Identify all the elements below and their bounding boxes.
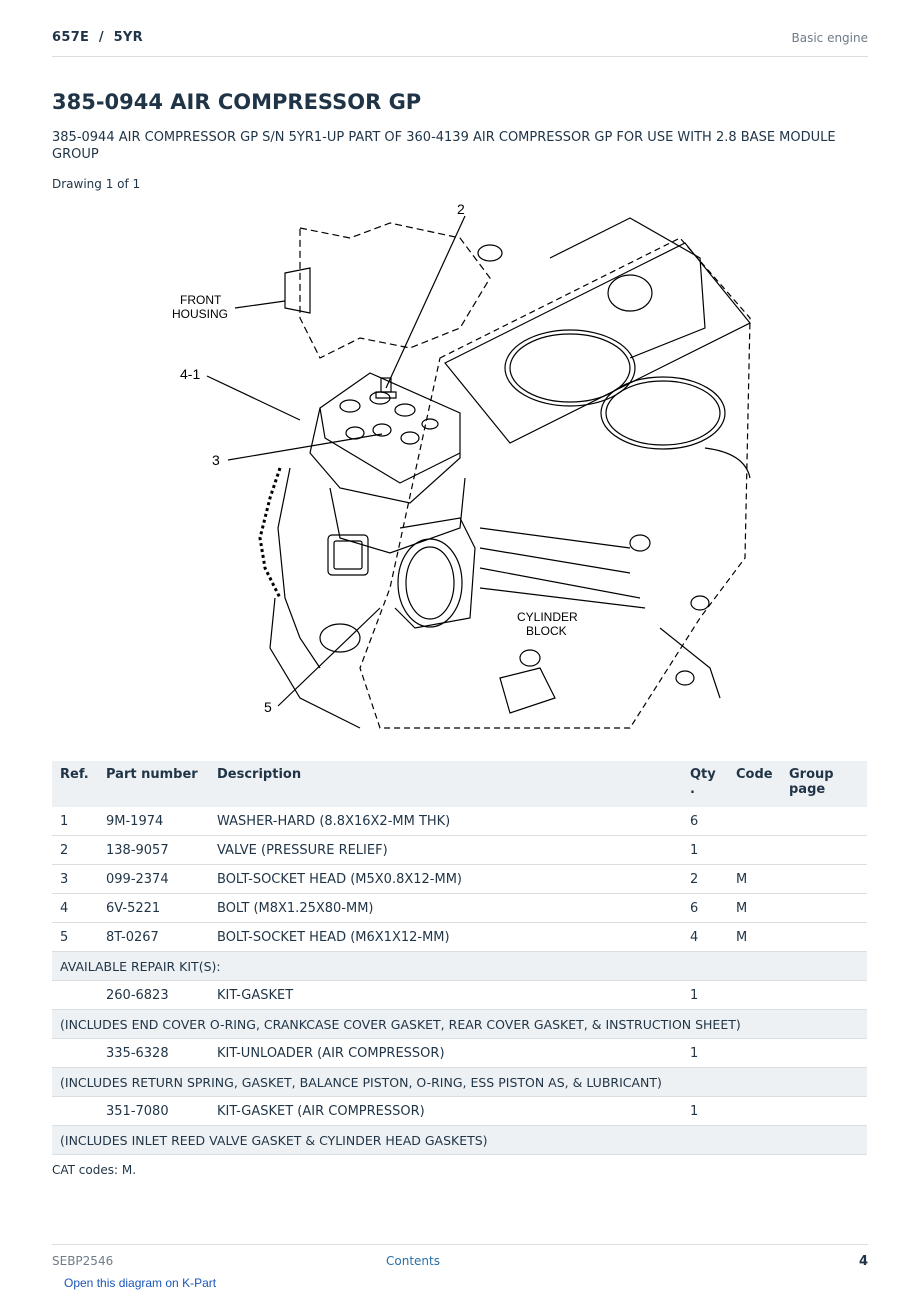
part-number-cell: 260-6823 xyxy=(98,981,209,1010)
group-page-cell xyxy=(781,894,867,923)
code-cell xyxy=(728,836,781,865)
cat-codes: CAT codes: M. xyxy=(52,1163,137,1177)
cylinder-block-label-2: BLOCK xyxy=(526,624,567,638)
table-row xyxy=(52,865,867,894)
description-cell: KIT-UNLOADER (AIR COMPRESSOR) xyxy=(209,1039,682,1068)
description-cell: KIT-GASKET (AIR COMPRESSOR) xyxy=(209,1097,682,1126)
col-description: Description xyxy=(209,761,682,807)
group-page-cell xyxy=(781,807,867,836)
ref-cell: 2 xyxy=(52,836,98,865)
page-header xyxy=(52,28,868,57)
section-name: Basic engine xyxy=(791,31,868,45)
qty-cell: 1 xyxy=(682,981,728,1010)
kit-row xyxy=(52,981,867,1010)
page-footer xyxy=(52,1244,868,1275)
part-number-cell: 351-7080 xyxy=(98,1097,209,1126)
table-row xyxy=(52,894,867,923)
table-row xyxy=(52,836,867,865)
model-serial: 657E / 5YR xyxy=(52,30,143,45)
col-code: Code xyxy=(728,761,781,807)
col-ref: Ref. xyxy=(52,761,98,807)
part-number-cell: 9M-1974 xyxy=(98,807,209,836)
description-cell: BOLT (M8X1.25X80-MM) xyxy=(209,894,682,923)
group-page-cell xyxy=(781,923,867,952)
callout-5: 5 xyxy=(264,699,272,715)
ref-cell: 3 xyxy=(52,865,98,894)
qty-cell: 6 xyxy=(682,807,728,836)
table-row xyxy=(52,923,867,952)
kits-heading-row xyxy=(52,952,867,981)
ref-cell: 1 xyxy=(52,807,98,836)
kit-note-row xyxy=(52,1126,867,1155)
col-group-page: Group page xyxy=(781,761,867,807)
qty-cell: 2 xyxy=(682,865,728,894)
ref-cell: 4 xyxy=(52,894,98,923)
table-row xyxy=(52,807,867,836)
table-header-row xyxy=(52,761,867,807)
cylinder-block-label: CYLINDER xyxy=(517,610,578,624)
kit-note: (INCLUDES INLET REED VALVE GASKET & CYLINDER HEAD GASKETS) xyxy=(52,1126,867,1155)
description-cell: BOLT-SOCKET HEAD (M6X1X12-MM) xyxy=(209,923,682,952)
page-number: 4 xyxy=(858,1254,868,1269)
col-part-number: Part number xyxy=(98,761,209,807)
document-id: SEBP2546 xyxy=(52,1254,114,1268)
description-cell: VALVE (PRESSURE RELIEF) xyxy=(209,836,682,865)
callout-3: 3 xyxy=(212,452,220,468)
code-cell: M xyxy=(728,865,781,894)
page-title: 385-0944 AIR COMPRESSOR GP xyxy=(52,90,422,114)
front-housing-label: FRONT xyxy=(180,293,222,307)
code-cell xyxy=(728,807,781,836)
part-number-cell: 138-9057 xyxy=(98,836,209,865)
qty-cell: 6 xyxy=(682,894,728,923)
part-number-cell: 335-6328 xyxy=(98,1039,209,1068)
description-cell: BOLT-SOCKET HEAD (M5X0.8X12-MM) xyxy=(209,865,682,894)
open-on-kpart-link[interactable]: Open this diagram on K-Part xyxy=(64,1276,217,1290)
description-cell: WASHER-HARD (8.8X16X2-MM THK) xyxy=(209,807,682,836)
front-housing-label-2: HOUSING xyxy=(172,307,229,321)
col-qty: Qty . xyxy=(682,761,728,807)
qty-cell: 1 xyxy=(682,1039,728,1068)
description-cell: KIT-GASKET xyxy=(209,981,682,1010)
parts-diagram xyxy=(160,198,760,738)
kit-note: (INCLUDES END COVER O-RING, CRANKCASE COVER GASKET, REAR COVER GASKET, & INSTRUCTION SHEET) xyxy=(52,1010,867,1039)
kit-note: (INCLUDES RETURN SPRING, GASKET, BALANCE PISTON, O-RING, ESS PISTON AS, & LUBRICANT) xyxy=(52,1068,867,1097)
part-number-cell: 6V-5221 xyxy=(98,894,209,923)
qty-cell: 1 xyxy=(682,836,728,865)
contents-link[interactable]: Contents xyxy=(386,1254,440,1268)
code-cell: M xyxy=(728,894,781,923)
group-page-cell xyxy=(781,836,867,865)
part-number-cell: 8T-0267 xyxy=(98,923,209,952)
group-description: 385-0944 AIR COMPRESSOR GP S/N 5YR1-UP PART OF 360-4139 AIR COMPRESSOR GP FOR USE WITH 2.8 BASE MODULE GROUP xyxy=(52,130,836,162)
kit-row xyxy=(52,1039,867,1068)
kit-note-row xyxy=(52,1068,867,1097)
kits-heading: AVAILABLE REPAIR KIT(S): xyxy=(52,952,867,981)
group-page-cell xyxy=(781,865,867,894)
drawing-label: Drawing 1 of 1 xyxy=(52,177,141,191)
callout-2: 2 xyxy=(457,201,465,217)
kit-note-row xyxy=(52,1010,867,1039)
qty-cell: 4 xyxy=(682,923,728,952)
part-number-cell: 099-2374 xyxy=(98,865,209,894)
qty-cell: 1 xyxy=(682,1097,728,1126)
parts-table xyxy=(52,761,867,1155)
code-cell: M xyxy=(728,923,781,952)
callout-4-1: 4-1 xyxy=(180,366,201,382)
kit-row xyxy=(52,1097,867,1126)
ref-cell: 5 xyxy=(52,923,98,952)
